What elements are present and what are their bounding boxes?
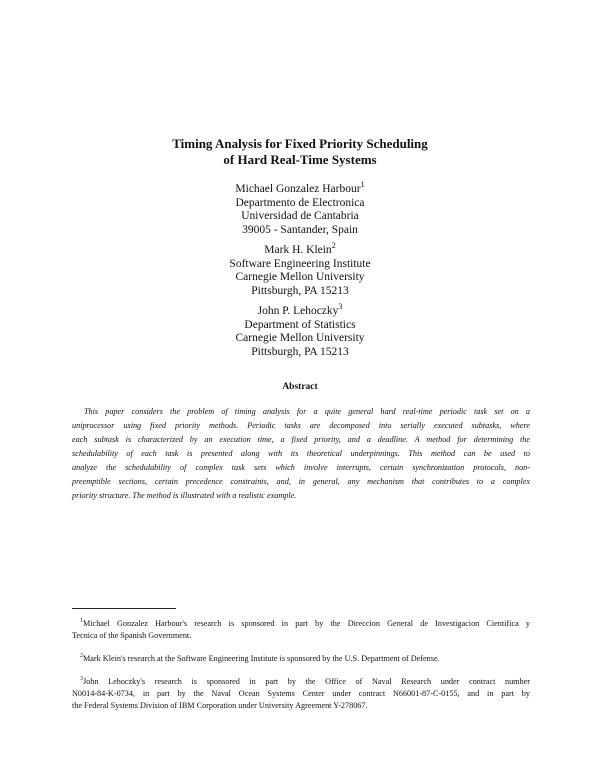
author-affiliation: Carnegie Mellon University bbox=[235, 332, 365, 344]
paper-title bbox=[0, 136, 600, 168]
footnote-mark: 3 bbox=[80, 676, 83, 682]
footnote-mark: 1 bbox=[360, 180, 365, 189]
footnote-text: Michael Gonzalez Harbour's research is sponsored in part by the Direccion General de Investigacion Cientifica y bbox=[83, 619, 530, 628]
footnote-text: Tecnica of the Spanish Government. bbox=[72, 631, 192, 640]
paper-title-line-1: Timing Analysis for Fixed Priority Scheduling bbox=[172, 136, 428, 151]
footnote-2 bbox=[72, 653, 530, 665]
footnote-text: John Lehoczky's research is sponsored in part by the Office of Naval Research under contract number bbox=[83, 677, 530, 686]
footnote-1 bbox=[72, 618, 530, 642]
footnote-mark: 2 bbox=[331, 241, 336, 250]
author-affiliation: Software Engineering Institute bbox=[229, 257, 371, 270]
footnote-text: N0014-84-K-0734, in part by the Naval Ocean Systems Center under contract N66001-87-C-0155, and in part by bbox=[72, 689, 530, 698]
abstract-line: This paper considers the problem of timing analysis for a quite general hard real-time periodic task set on a bbox=[84, 407, 530, 416]
abstract-line: uniprocessor using fixed priority methods. Periodic tasks are decomposed into serially executed subtasks, where bbox=[72, 421, 530, 430]
author-name: John P. Lehoczky$^3$ bbox=[257, 302, 343, 317]
footnote-mark: 3 bbox=[338, 302, 343, 311]
author-affiliation: Department of Statistics bbox=[244, 318, 356, 331]
paper-title-line-2: of Hard Real-Time Systems bbox=[223, 152, 377, 167]
author-affiliation: Carnegie Mellon University bbox=[235, 271, 365, 283]
author-block-lehoczky bbox=[0, 302, 600, 359]
abstract-line: priority structure. The method is illustrated with a realistic example. bbox=[72, 491, 297, 500]
author-affiliation: Pittsburgh, PA 15213 bbox=[251, 284, 349, 297]
author-block-harbour bbox=[0, 180, 600, 237]
author-affiliation: Departmento de Electronica bbox=[235, 196, 365, 209]
abstract-line: analyze the schedulability of complex task sets which involve interrupts, certain synchronization protocols, non- bbox=[72, 463, 530, 472]
footnote-3 bbox=[72, 676, 530, 712]
author-affiliation: Pittsburgh, PA 15213 bbox=[251, 345, 349, 358]
author-block-klein bbox=[0, 241, 600, 298]
footnote-text: Mark Klein's research at the Software Engineering Institute is sponsored by the U.S. Department of Defense. bbox=[83, 654, 440, 663]
footnote-mark: 1 bbox=[80, 618, 83, 624]
abstract-line: schedulability of each task is presented along with its theoretical underpinnings. This method can be used to bbox=[72, 449, 530, 458]
author-affiliation: Universidad de Cantabria bbox=[241, 210, 359, 222]
footnote-separator-rule bbox=[72, 608, 176, 609]
footnote-text: the Federal Systems Division of IBM Corporation under University Agreement Y-278067. bbox=[72, 701, 368, 710]
abstract-line: each subtask is characterized by an execution time, a fixed priority, and a deadline. A method for determining the bbox=[72, 435, 530, 444]
abstract-heading: Abstract bbox=[282, 382, 318, 392]
abstract-line: preemptible sections, certain precedence constraints, and, in general, any mechanism that contributes to a complex bbox=[72, 477, 530, 486]
author-name: Mark H. Klein$^2$ bbox=[264, 241, 336, 256]
author-affiliation: 39005 - Santander, Spain bbox=[242, 223, 358, 236]
footnote-mark: 2 bbox=[80, 653, 83, 659]
author-name: Michael Gonzalez Harbour$^1$ bbox=[235, 180, 365, 195]
abstract-body bbox=[72, 405, 530, 503]
author-list bbox=[0, 180, 600, 359]
